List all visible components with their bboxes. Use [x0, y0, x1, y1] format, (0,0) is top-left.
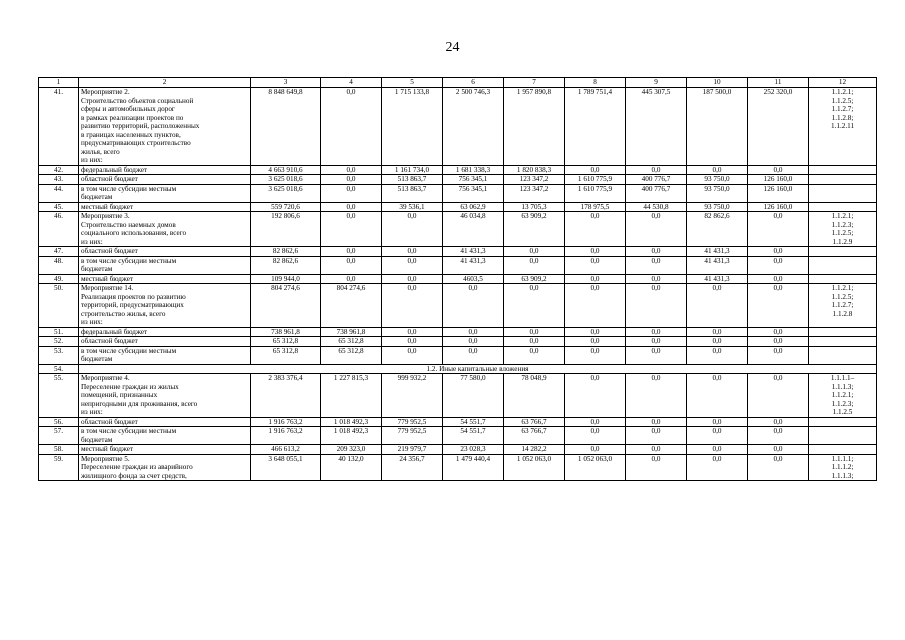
row-number-cell: 50. — [39, 284, 79, 328]
amount-cell: 77 580,0 — [443, 374, 504, 418]
amount-cell: 82 862,6 — [687, 212, 748, 247]
item-name-cell: Мероприятие 5. Переселение граждан из аварийного жилищного фонда за счет средств, — [79, 454, 251, 481]
table-row — [39, 247, 877, 257]
row-number-cell: 47. — [39, 247, 79, 257]
amount-cell: 0,0 — [321, 184, 382, 202]
amount-cell: 1 161 734,0 — [382, 165, 443, 175]
amount-cell: 0,0 — [748, 374, 809, 418]
item-name-cell: областной бюджет — [79, 175, 251, 185]
table-row — [39, 346, 877, 364]
row-number-cell: 53. — [39, 346, 79, 364]
amount-cell: 445 307,5 — [626, 88, 687, 166]
amount-cell: 39 536,1 — [382, 202, 443, 212]
target-indicator-ref-cell — [809, 427, 877, 445]
amount-cell: 0,0 — [382, 274, 443, 284]
amount-cell: 3 625 018,6 — [251, 175, 321, 185]
amount-cell: 0,0 — [382, 247, 443, 257]
amount-cell: 0,0 — [565, 212, 626, 247]
item-name-cell: федеральный бюджет — [79, 327, 251, 337]
amount-cell: 0,0 — [321, 88, 382, 166]
amount-cell: 0,0 — [565, 165, 626, 175]
amount-cell: 1 916 763,2 — [251, 417, 321, 427]
budget-table-container — [38, 77, 876, 481]
amount-cell: 0,0 — [443, 284, 504, 328]
target-indicator-ref-cell — [809, 256, 877, 274]
table-row — [39, 417, 877, 427]
amount-cell: 0,0 — [565, 427, 626, 445]
target-indicator-ref-cell — [809, 202, 877, 212]
table-row — [39, 374, 877, 418]
amount-cell: 65 312,8 — [251, 346, 321, 364]
amount-cell: 0,0 — [565, 256, 626, 274]
amount-cell: 0,0 — [748, 256, 809, 274]
amount-cell: 63 062,9 — [443, 202, 504, 212]
target-indicator-ref-cell: 1.1.1.1; 1.1.1.2; 1.1.1.3; — [809, 454, 877, 481]
amount-cell: 0,0 — [748, 337, 809, 347]
target-indicator-ref-cell: 1.1.2.1; 1.1.2.3; 1.1.2.5; 1.1.2.9 — [809, 212, 877, 247]
target-indicator-ref-cell — [809, 184, 877, 202]
amount-cell: 0,0 — [565, 417, 626, 427]
amount-cell: 93 750,0 — [687, 184, 748, 202]
amount-cell: 779 952,5 — [382, 417, 443, 427]
amount-cell: 0,0 — [687, 165, 748, 175]
amount-cell: 0,0 — [687, 427, 748, 445]
target-indicator-ref-cell — [809, 445, 877, 455]
amount-cell: 0,0 — [321, 165, 382, 175]
amount-cell: 63 766,7 — [504, 417, 565, 427]
row-number-cell: 58. — [39, 445, 79, 455]
amount-cell: 126 160,0 — [748, 184, 809, 202]
amount-cell: 178 975,5 — [565, 202, 626, 212]
column-number-cell: 9 — [626, 78, 687, 88]
item-name-cell: местный бюджет — [79, 445, 251, 455]
amount-cell: 0,0 — [626, 165, 687, 175]
amount-cell: 65 312,8 — [321, 346, 382, 364]
amount-cell: 0,0 — [565, 337, 626, 347]
amount-cell: 41 431,3 — [687, 274, 748, 284]
amount-cell: 24 356,7 — [382, 454, 443, 481]
amount-cell: 41 431,3 — [443, 256, 504, 274]
item-name-cell: Мероприятие 3. Строительство наемных домов социального использования, всего из них: — [79, 212, 251, 247]
amount-cell: 0,0 — [748, 274, 809, 284]
amount-cell: 0,0 — [748, 445, 809, 455]
table-row — [39, 256, 877, 274]
amount-cell: 0,0 — [687, 337, 748, 347]
amount-cell: 0,0 — [321, 175, 382, 185]
row-number-cell: 56. — [39, 417, 79, 427]
row-number-cell: 54. — [39, 364, 79, 374]
amount-cell: 0,0 — [321, 212, 382, 247]
amount-cell: 738 961,8 — [251, 327, 321, 337]
target-indicator-ref-cell — [809, 165, 877, 175]
amount-cell: 0,0 — [321, 202, 382, 212]
amount-cell: 0,0 — [321, 256, 382, 274]
amount-cell: 804 274,6 — [321, 284, 382, 328]
amount-cell: 466 613,2 — [251, 445, 321, 455]
amount-cell: 0,0 — [504, 346, 565, 364]
row-number-cell: 49. — [39, 274, 79, 284]
row-number-cell: 41. — [39, 88, 79, 166]
row-number-cell: 44. — [39, 184, 79, 202]
amount-cell: 0,0 — [565, 445, 626, 455]
amount-cell: 44 530,8 — [626, 202, 687, 212]
amount-cell: 4 663 910,6 — [251, 165, 321, 175]
target-indicator-ref-cell: 1.1.1.1– 1.1.1.3; 1.1.2.1; 1.1.2.3; 1.1.2.5 — [809, 374, 877, 418]
item-name-cell: Мероприятие 2. Строительство объектов социальной сферы и автомобильных дорог в рамках реализации проектов по развитию территорий, расположенных в границах населенных пунктов, предусматривающих строительство жилья, всего из них: — [79, 88, 251, 166]
amount-cell: 8 848 649,8 — [251, 88, 321, 166]
amount-cell: 0,0 — [687, 445, 748, 455]
amount-cell: 63 909,2 — [504, 212, 565, 247]
amount-cell: 0,0 — [382, 327, 443, 337]
amount-cell: 0,0 — [687, 374, 748, 418]
amount-cell: 779 952,5 — [382, 427, 443, 445]
page-number: 24 — [445, 40, 460, 55]
budget-table — [38, 77, 877, 481]
target-indicator-ref-cell: 1.1.2.1; 1.1.2.5; 1.1.2.7; 1.1.2.8; 1.1.2.11 — [809, 88, 877, 166]
amount-cell: 0,0 — [504, 337, 565, 347]
table-row — [39, 327, 877, 337]
amount-cell: 93 750,0 — [687, 175, 748, 185]
amount-cell: 93 750,0 — [687, 202, 748, 212]
amount-cell: 3 625 018,6 — [251, 184, 321, 202]
target-indicator-ref-cell — [809, 175, 877, 185]
amount-cell: 1 820 838,3 — [504, 165, 565, 175]
amount-cell: 40 132,0 — [321, 454, 382, 481]
amount-cell: 14 282,2 — [504, 445, 565, 455]
amount-cell: 78 048,9 — [504, 374, 565, 418]
target-indicator-ref-cell — [809, 346, 877, 364]
amount-cell: 0,0 — [748, 327, 809, 337]
item-name-cell: областной бюджет — [79, 247, 251, 257]
amount-cell: 1 715 133,8 — [382, 88, 443, 166]
column-number-cell: 4 — [321, 78, 382, 88]
row-number-cell: 48. — [39, 256, 79, 274]
item-name-cell: местный бюджет — [79, 202, 251, 212]
table-row — [39, 88, 877, 166]
amount-cell: 0,0 — [626, 256, 687, 274]
amount-cell: 0,0 — [504, 284, 565, 328]
item-name-cell: Мероприятие 4. Переселение граждан из жилых помещений, признанных непригодными для проживания, всего из них: — [79, 374, 251, 418]
amount-cell: 219 979,7 — [382, 445, 443, 455]
amount-cell: 1 479 440,4 — [443, 454, 504, 481]
amount-cell: 0,0 — [748, 454, 809, 481]
amount-cell: 756 345,1 — [443, 175, 504, 185]
item-name-cell: в том числе субсидии местным бюджетам — [79, 346, 251, 364]
table-row — [39, 337, 877, 347]
amount-cell: 209 323,0 — [321, 445, 382, 455]
amount-cell: 999 932,2 — [382, 374, 443, 418]
amount-cell: 2 500 746,3 — [443, 88, 504, 166]
table-row — [39, 212, 877, 247]
column-number-cell: 2 — [79, 78, 251, 88]
row-number-cell: 52. — [39, 337, 79, 347]
row-number-cell: 55. — [39, 374, 79, 418]
row-number-cell: 51. — [39, 327, 79, 337]
amount-cell: 46 034,8 — [443, 212, 504, 247]
amount-cell: 0,0 — [626, 327, 687, 337]
amount-cell: 65 312,8 — [251, 337, 321, 347]
amount-cell: 0,0 — [382, 212, 443, 247]
amount-cell: 0,0 — [748, 284, 809, 328]
amount-cell: 0,0 — [321, 274, 382, 284]
column-number-cell: 1 — [39, 78, 79, 88]
item-name-cell: местный бюджет — [79, 274, 251, 284]
amount-cell: 0,0 — [748, 212, 809, 247]
amount-cell: 3 648 055,1 — [251, 454, 321, 481]
amount-cell: 0,0 — [626, 337, 687, 347]
amount-cell: 0,0 — [748, 346, 809, 364]
amount-cell: 0,0 — [565, 346, 626, 364]
amount-cell: 0,0 — [687, 417, 748, 427]
table-row — [39, 284, 877, 328]
amount-cell: 0,0 — [626, 454, 687, 481]
row-number-cell: 43. — [39, 175, 79, 185]
amount-cell: 0,0 — [443, 337, 504, 347]
target-indicator-ref-cell — [809, 337, 877, 347]
amount-cell: 0,0 — [565, 284, 626, 328]
column-number-cell: 10 — [687, 78, 748, 88]
amount-cell: 513 863,7 — [382, 175, 443, 185]
amount-cell: 13 705,3 — [504, 202, 565, 212]
row-number-cell: 45. — [39, 202, 79, 212]
amount-cell: 0,0 — [687, 346, 748, 364]
amount-cell: 0,0 — [382, 284, 443, 328]
amount-cell: 0,0 — [504, 256, 565, 274]
amount-cell: 1 916 763,2 — [251, 427, 321, 445]
item-name-cell: в том числе субсидии местным бюджетам — [79, 256, 251, 274]
amount-cell: 126 160,0 — [748, 175, 809, 185]
amount-cell: 41 431,3 — [443, 247, 504, 257]
amount-cell: 1 018 492,3 — [321, 427, 382, 445]
amount-cell: 4603,5 — [443, 274, 504, 284]
amount-cell: 1 681 338,3 — [443, 165, 504, 175]
column-number-cell: 7 — [504, 78, 565, 88]
table-row — [39, 165, 877, 175]
table-row — [39, 175, 877, 185]
amount-cell: 0,0 — [382, 346, 443, 364]
amount-cell: 400 776,7 — [626, 184, 687, 202]
table-row — [39, 427, 877, 445]
amount-cell: 41 431,3 — [687, 247, 748, 257]
amount-cell: 1 227 815,3 — [321, 374, 382, 418]
amount-cell: 0,0 — [382, 337, 443, 347]
row-number-cell: 46. — [39, 212, 79, 247]
amount-cell: 0,0 — [504, 327, 565, 337]
item-name-cell: в том числе субсидии местным бюджетам — [79, 427, 251, 445]
amount-cell: 0,0 — [748, 247, 809, 257]
amount-cell: 400 776,7 — [626, 175, 687, 185]
amount-cell: 1 610 775,9 — [565, 175, 626, 185]
amount-cell: 109 944,0 — [251, 274, 321, 284]
amount-cell: 0,0 — [626, 374, 687, 418]
amount-cell: 54 551,7 — [443, 417, 504, 427]
column-number-cell: 11 — [748, 78, 809, 88]
amount-cell: 1 052 063,0 — [504, 454, 565, 481]
amount-cell: 82 862,6 — [251, 247, 321, 257]
amount-cell: 0,0 — [626, 284, 687, 328]
amount-cell: 0,0 — [687, 327, 748, 337]
amount-cell: 0,0 — [748, 165, 809, 175]
amount-cell: 0,0 — [565, 274, 626, 284]
amount-cell: 0,0 — [382, 256, 443, 274]
amount-cell: 187 500,0 — [687, 88, 748, 166]
column-number-cell: 6 — [443, 78, 504, 88]
amount-cell: 63 766,7 — [504, 427, 565, 445]
item-name-cell: областной бюджет — [79, 417, 251, 427]
amount-cell: 0,0 — [565, 374, 626, 418]
amount-cell: 54 551,7 — [443, 427, 504, 445]
amount-cell: 0,0 — [626, 247, 687, 257]
table-row — [39, 364, 877, 374]
amount-cell: 0,0 — [565, 327, 626, 337]
table-row — [39, 202, 877, 212]
amount-cell: 0,0 — [626, 274, 687, 284]
column-number-row — [39, 78, 877, 88]
target-indicator-ref-cell — [809, 247, 877, 257]
item-name-cell: федеральный бюджет — [79, 165, 251, 175]
amount-cell: 126 160,0 — [748, 202, 809, 212]
amount-cell: 82 862,6 — [251, 256, 321, 274]
amount-cell: 1 052 063,0 — [565, 454, 626, 481]
amount-cell: 513 863,7 — [382, 184, 443, 202]
row-number-cell: 42. — [39, 165, 79, 175]
table-row — [39, 445, 877, 455]
amount-cell: 1 957 890,8 — [504, 88, 565, 166]
amount-cell: 0,0 — [626, 427, 687, 445]
amount-cell: 1 789 751,4 — [565, 88, 626, 166]
amount-cell: 1 610 775,9 — [565, 184, 626, 202]
amount-cell: 0,0 — [626, 417, 687, 427]
amount-cell: 252 320,0 — [748, 88, 809, 166]
amount-cell: 41 431,3 — [687, 256, 748, 274]
amount-cell: 738 961,8 — [321, 327, 382, 337]
row-number-cell: 57. — [39, 427, 79, 445]
target-indicator-ref-cell — [809, 274, 877, 284]
target-indicator-ref-cell — [809, 327, 877, 337]
amount-cell: 23 028,3 — [443, 445, 504, 455]
item-name-cell: Мероприятие 14. Реализация проектов по развитию территорий, предусматривающих строительство жилья, всего из них: — [79, 284, 251, 328]
amount-cell: 0,0 — [504, 247, 565, 257]
amount-cell: 0,0 — [321, 247, 382, 257]
amount-cell: 0,0 — [626, 212, 687, 247]
item-name-cell: областной бюджет — [79, 337, 251, 347]
amount-cell: 0,0 — [626, 445, 687, 455]
amount-cell: 0,0 — [443, 346, 504, 364]
amount-cell: 559 720,6 — [251, 202, 321, 212]
target-indicator-ref-cell: 1.1.2.1; 1.1.2.5; 1.1.2.7; 1.1.2.8 — [809, 284, 877, 328]
column-number-cell: 5 — [382, 78, 443, 88]
table-row — [39, 454, 877, 481]
amount-cell: 192 806,6 — [251, 212, 321, 247]
table-row — [39, 274, 877, 284]
amount-cell: 0,0 — [565, 247, 626, 257]
target-indicator-ref-cell — [809, 417, 877, 427]
amount-cell: 0,0 — [443, 327, 504, 337]
section-heading-cell: 1.2. Иные капитальные вложения — [79, 364, 877, 374]
row-number-cell: 59. — [39, 454, 79, 481]
amount-cell: 804 274,6 — [251, 284, 321, 328]
column-number-cell: 12 — [809, 78, 877, 88]
amount-cell: 0,0 — [687, 454, 748, 481]
amount-cell: 0,0 — [626, 346, 687, 364]
column-number-cell: 8 — [565, 78, 626, 88]
amount-cell: 0,0 — [748, 417, 809, 427]
table-row — [39, 184, 877, 202]
amount-cell: 756 345,1 — [443, 184, 504, 202]
amount-cell: 123 347,2 — [504, 184, 565, 202]
amount-cell: 123 347,2 — [504, 175, 565, 185]
amount-cell: 2 383 376,4 — [251, 374, 321, 418]
amount-cell: 63 909,2 — [504, 274, 565, 284]
column-number-cell: 3 — [251, 78, 321, 88]
amount-cell: 0,0 — [748, 427, 809, 445]
amount-cell: 0,0 — [687, 284, 748, 328]
amount-cell: 1 018 492,3 — [321, 417, 382, 427]
item-name-cell: в том числе субсидии местным бюджетам — [79, 184, 251, 202]
amount-cell: 65 312,8 — [321, 337, 382, 347]
